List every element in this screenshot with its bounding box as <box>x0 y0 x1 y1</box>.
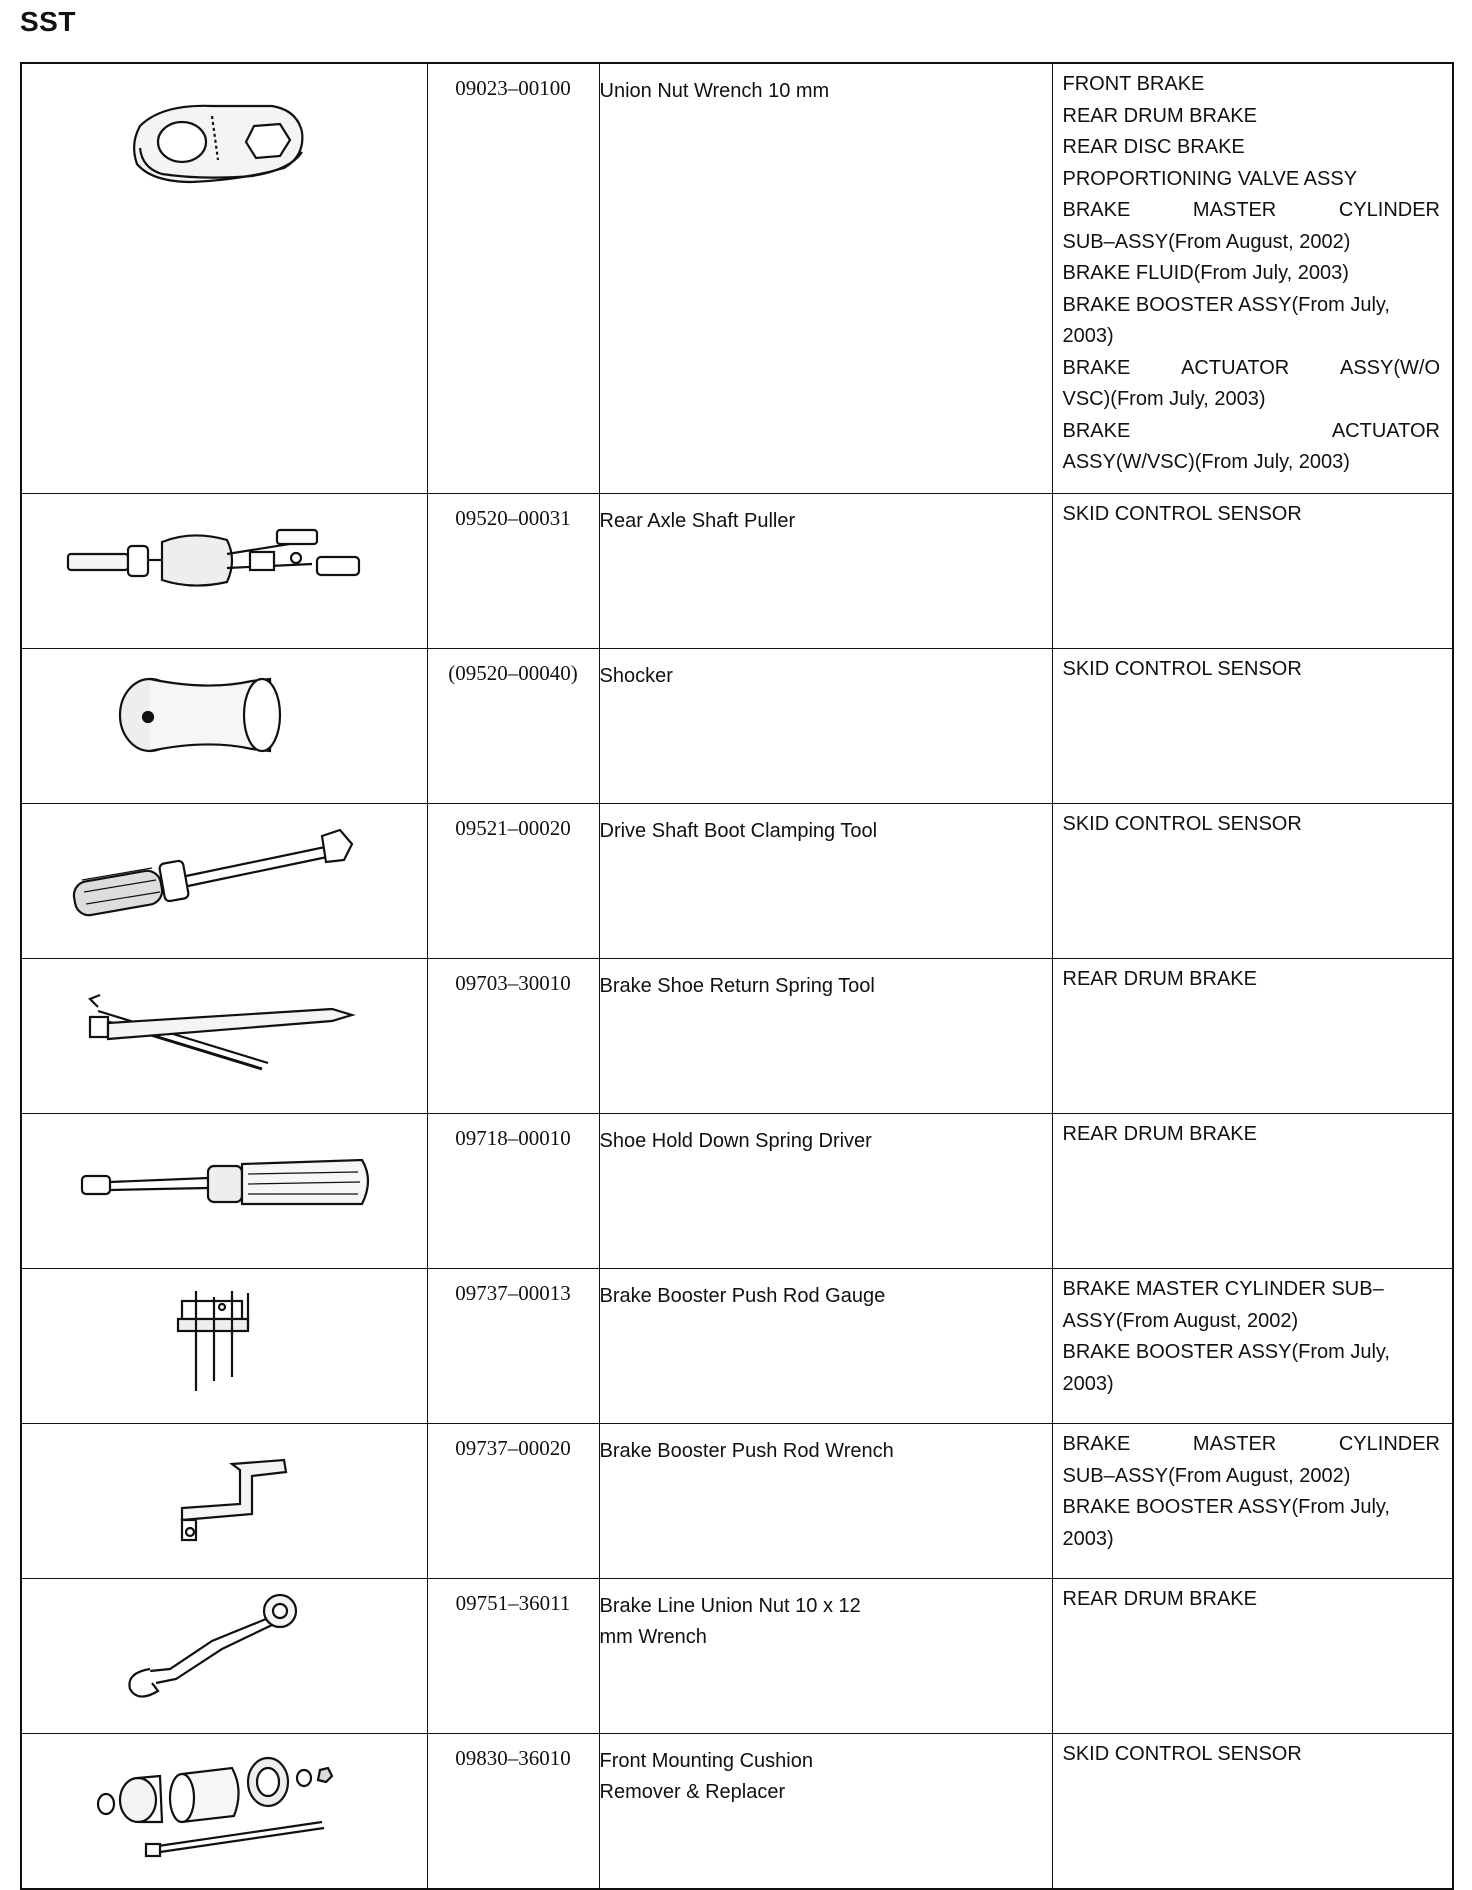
applicable-section: BRAKE ACTUATOR ASSY(W/O <box>1062 356 1440 379</box>
applicable-section: BRAKE MASTER CYLINDER <box>1062 199 1440 221</box>
applicable-section: REAR DRUM BRAKE <box>1062 968 1257 990</box>
tool-name <box>599 1579 1052 1734</box>
applicable-section: BRAKE MASTER CYLINDER SUB– <box>1062 1278 1384 1300</box>
applicable-section: BRAKE FLUID(From July, 2003) <box>1062 262 1349 284</box>
part-number: 09023–00100 <box>427 63 599 494</box>
tool-illustration-cell <box>21 1269 427 1424</box>
tool-illustration-cell <box>21 1114 427 1269</box>
tool-name-text: Union Nut Wrench 10 mm <box>599 80 830 102</box>
applicable-section: FRONT BRAKE <box>1062 73 1205 95</box>
spring-driver-icon <box>22 1114 428 1239</box>
page-title: SST <box>20 6 76 37</box>
applicable-section: BRAKE ACTUATOR <box>1062 419 1440 442</box>
applicable-section: ASSY(From August, 2002) <box>1062 1309 1299 1332</box>
part-number: 09737–00020 <box>427 1424 599 1579</box>
applicable-section-cell <box>1052 649 1453 804</box>
table-row <box>21 1579 1453 1734</box>
push-rod-wrench-icon <box>22 1424 428 1549</box>
applicable-section-cell <box>1052 959 1453 1114</box>
applicable-section: REAR DRUM BRAKE <box>1062 1588 1257 1610</box>
cushion-remover-replacer-icon <box>22 1734 428 1874</box>
part-number: 09737–00013 <box>427 1269 599 1424</box>
table-row <box>21 1424 1453 1579</box>
table-row <box>21 804 1453 959</box>
table-row <box>21 649 1453 804</box>
tool-name-text: Drive Shaft Boot Clamping Tool <box>599 820 878 842</box>
applicable-section-cell <box>1052 1424 1453 1579</box>
tool-illustration-cell <box>21 959 427 1114</box>
applicable-section-cell <box>1052 1734 1453 1890</box>
table-row <box>21 494 1453 649</box>
tool-illustration-cell <box>21 1424 427 1579</box>
tool-illustration-cell <box>21 649 427 804</box>
applicable-section: REAR DISC BRAKE <box>1062 136 1245 158</box>
applicable-section: SKID CONTROL SENSOR <box>1062 813 1302 835</box>
applicable-section-cell <box>1052 494 1453 649</box>
applicable-section: 2003) <box>1062 325 1114 347</box>
tool-name-text: Rear Axle Shaft Puller <box>599 510 796 532</box>
applicable-section-cell <box>1052 804 1453 959</box>
applicable-section: SKID CONTROL SENSOR <box>1062 658 1302 680</box>
part-number: 09521–00020 <box>427 804 599 959</box>
union-nut-wrench-icon <box>22 64 428 224</box>
applicable-section: REAR DRUM BRAKE <box>1062 1123 1257 1145</box>
tool-illustration-cell <box>21 804 427 959</box>
sst-table <box>20 62 1454 1890</box>
applicable-section: VSC)(From July, 2003) <box>1062 388 1266 410</box>
tool-name <box>599 804 1052 959</box>
tool-name-text: Brake Booster Push Rod Wrench <box>599 1440 894 1462</box>
applicable-section-cell <box>1052 1579 1453 1734</box>
applicable-section: PROPORTIONING VALVE ASSY <box>1062 167 1358 190</box>
tool-name-text: Shoe Hold Down Spring Driver <box>599 1130 872 1152</box>
tool-name <box>599 649 1052 804</box>
return-spring-tool-icon <box>22 959 428 1084</box>
push-rod-gauge-icon <box>22 1269 428 1394</box>
applicable-section: SUB–ASSY(From August, 2002) <box>1062 1464 1351 1487</box>
tool-illustration-cell <box>21 63 427 494</box>
tool-name <box>599 1269 1052 1424</box>
applicable-section: 2003) <box>1062 1372 1114 1395</box>
applicable-section: SUB–ASSY(From August, 2002) <box>1062 230 1351 253</box>
shocker-icon <box>22 649 428 774</box>
tool-name <box>599 494 1052 649</box>
tool-illustration-cell <box>21 494 427 649</box>
tool-illustration-cell <box>21 1734 427 1890</box>
applicable-section: BRAKE BOOSTER ASSY(From July, <box>1062 1341 1390 1363</box>
tool-name <box>599 959 1052 1114</box>
part-number: (09520–00040) <box>427 649 599 804</box>
boot-clamping-tool-icon <box>22 804 428 929</box>
applicable-section: REAR DRUM BRAKE <box>1062 104 1257 127</box>
tool-name-text: Brake Shoe Return Spring Tool <box>599 975 875 997</box>
applicable-section-cell <box>1052 1269 1453 1424</box>
part-number: 09520–00031 <box>427 494 599 649</box>
part-number: 09751–36011 <box>427 1579 599 1734</box>
tool-name-text: Shocker <box>599 665 673 687</box>
applicable-section: BRAKE BOOSTER ASSY(From July, <box>1062 1496 1390 1518</box>
applicable-section: ASSY(W/VSC)(From July, 2003) <box>1062 451 1350 473</box>
part-number: 09830–36010 <box>427 1734 599 1890</box>
applicable-section-cell <box>1052 1114 1453 1269</box>
tool-name <box>599 1424 1052 1579</box>
table-row <box>21 1734 1453 1890</box>
applicable-section: BRAKE BOOSTER ASSY(From July, <box>1062 293 1390 316</box>
table-row <box>21 959 1453 1114</box>
applicable-section: SKID CONTROL SENSOR <box>1062 503 1302 525</box>
tool-name <box>599 1734 1052 1890</box>
part-number: 09718–00010 <box>427 1114 599 1269</box>
union-nut-10x12-wrench-icon <box>22 1579 428 1704</box>
axle-shaft-puller-icon <box>22 494 428 619</box>
tool-name-text: Front Mounting Cushion Remover & Replacer <box>599 1750 813 1803</box>
tool-name-text: Brake Line Union Nut 10 x 12 mm Wrench <box>599 1595 861 1648</box>
part-number: 09703–30010 <box>427 959 599 1114</box>
tool-illustration-cell <box>21 1579 427 1734</box>
applicable-section-cell <box>1052 63 1453 494</box>
applicable-section: 2003) <box>1062 1527 1114 1550</box>
tool-name <box>599 1114 1052 1269</box>
table-row <box>21 1269 1453 1424</box>
table-row <box>21 1114 1453 1269</box>
applicable-section: SKID CONTROL SENSOR <box>1062 1743 1302 1765</box>
tool-name <box>599 63 1052 494</box>
table-row <box>21 63 1453 494</box>
applicable-section: BRAKE MASTER CYLINDER <box>1062 1433 1440 1455</box>
tool-name-text: Brake Booster Push Rod Gauge <box>599 1285 886 1307</box>
